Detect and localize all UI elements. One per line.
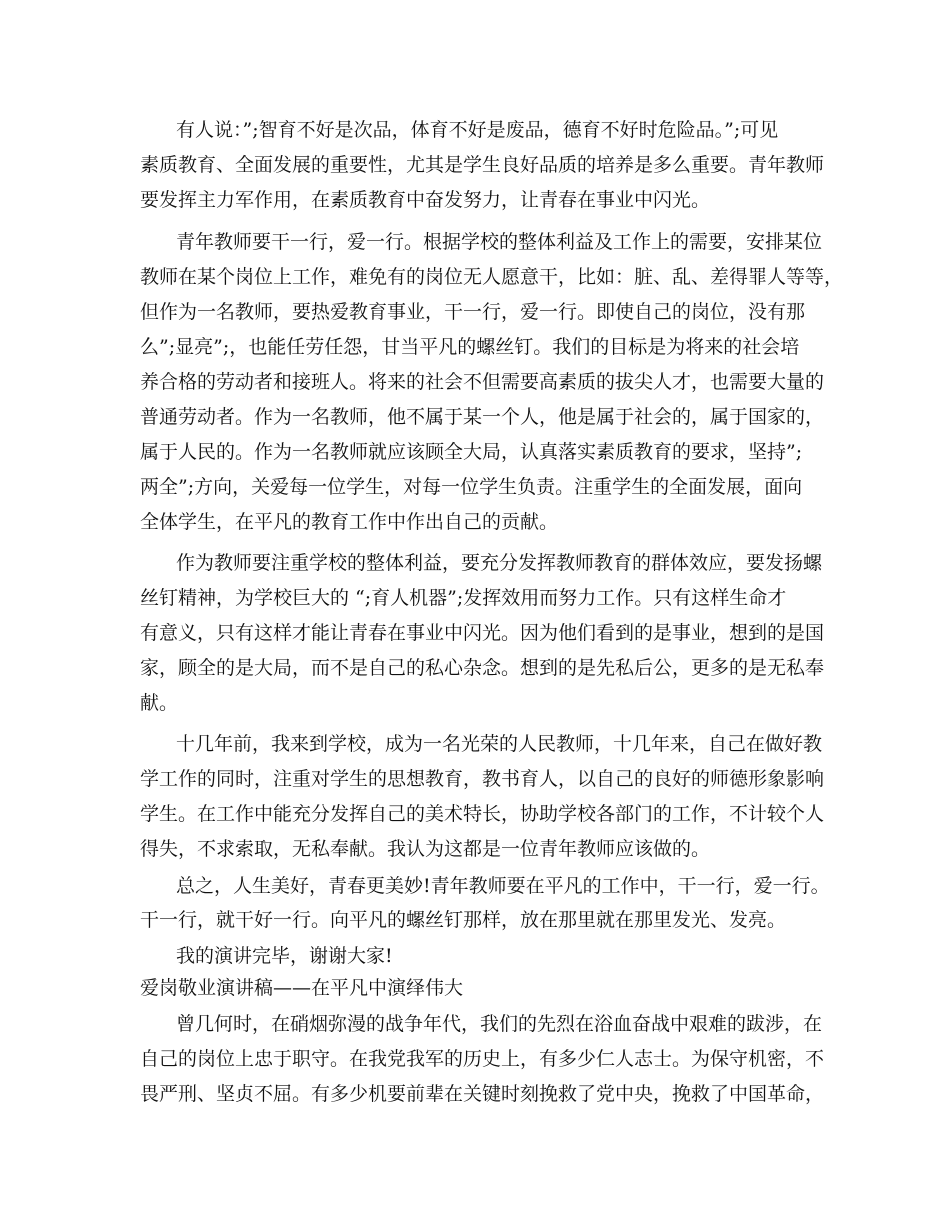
- paragraph-line: 总之，人生美好，青春更美妙!青年教师要在平凡的工作中，干一行，爱一行。: [176, 875, 830, 897]
- paragraph-line: 曾几何时，在硝烟弥漫的战争年代，我们的先烈在浴血奋战中艰难的跋涉，在: [176, 1013, 823, 1035]
- paragraph-line: 得失，不求索取，无私奉献。我认为这都是一位青年教师应该做的。: [140, 838, 711, 860]
- paragraph-line: 自己的岗位上忠于职守。在我党我军的历史上，有多少仁人志士。为保守机密，不: [140, 1048, 825, 1070]
- paragraph-line: 十几年前，我来到学校，成为一名光荣的人民教师，十几年来，自己在做好教: [176, 733, 823, 755]
- paragraph-line: 青年教师要干一行，爱一行。根据学校的整体利益及工作上的需要，安排某位: [176, 231, 823, 253]
- paragraph-line: 干一行，就干好一行。向平凡的螺丝钉那样，放在那里就在那里发光、发亮。: [140, 909, 787, 931]
- paragraph-line: 两全”;方向，关爱每一位学生，对每一位学生负责。注重学生的全面发展，面向: [140, 476, 803, 498]
- paragraph-line: 作为教师要注重学校的整体利益，要充分发挥教师教育的群体效应，要发扬螺: [176, 552, 823, 574]
- paragraph-line: 教师在某个岗位上工作，难免有的岗位无人愿意干，比如：脏、乱、差得罪人等等，: [140, 266, 844, 288]
- paragraph-line: 普通劳动者。作为一名教师，他不属于某一个人，他是属于社会的，属于国家的，: [140, 406, 825, 428]
- closing-line: 我的演讲完毕，谢谢大家!: [176, 945, 393, 967]
- section-title: 爱岗敬业演讲稿——在平凡中演绎伟大: [140, 977, 464, 999]
- paragraph-line: 学工作的同时，注重对学生的思想教育，教书育人，以自己的良好的师德形象影响: [140, 768, 825, 790]
- paragraph-line: 有意义，只有这样才能让青春在事业中闪光。因为他们看到的是事业，想到的是国: [140, 622, 825, 644]
- paragraph-line: 有人说：”;智育不好是次品，体育不好是废品，德育不好时危险品。”;可见: [176, 119, 779, 141]
- paragraph-line: 么”;显亮”;，也能任劳任怨，甘当平凡的螺丝钉。我们的目标是为将来的社会培: [140, 336, 800, 358]
- paragraph-line: 要发挥主力军作用，在素质教育中奋发努力，让青春在事业中闪光。: [140, 189, 711, 211]
- paragraph-line: 丝钉精神，为学校巨大的 “;育人机器”;发挥效用而努力工作。只有这样生命才: [140, 587, 787, 609]
- paragraph-line: 家，顾全的是大局，而不是自己的私心杂念。想到的是先私后公，更多的是无私奉: [140, 657, 825, 679]
- paragraph-line: 献。: [140, 692, 179, 714]
- paragraph-line: 养合格的劳动者和接班人。将来的社会不但需要高素质的拔尖人才，也需要大量的: [140, 371, 825, 393]
- paragraph-line: 素质教育、全面发展的重要性，尤其是学生良好品质的培养是多么重要。青年教师: [140, 154, 825, 176]
- paragraph-line: 属于人民的。作为一名教师就应该顾全大局，认真落实素质教育的要求，坚持”;: [140, 441, 803, 463]
- paragraph-line: 学生。在工作中能充分发挥自己的美术特长，协助学校各部门的工作，不计较个人: [140, 803, 825, 825]
- paragraph-line: 畏严刑、坚贞不屈。有多少机要前辈在关键时刻挽救了党中央，挽救了中国革命，: [140, 1083, 825, 1105]
- paragraph-line: 但作为一名教师，要热爱教育事业，干一行，爱一行。即使自己的岗位，没有那: [140, 301, 806, 323]
- paragraph-line: 全体学生，在平凡的教育工作中作出自己的贡献。: [140, 511, 559, 533]
